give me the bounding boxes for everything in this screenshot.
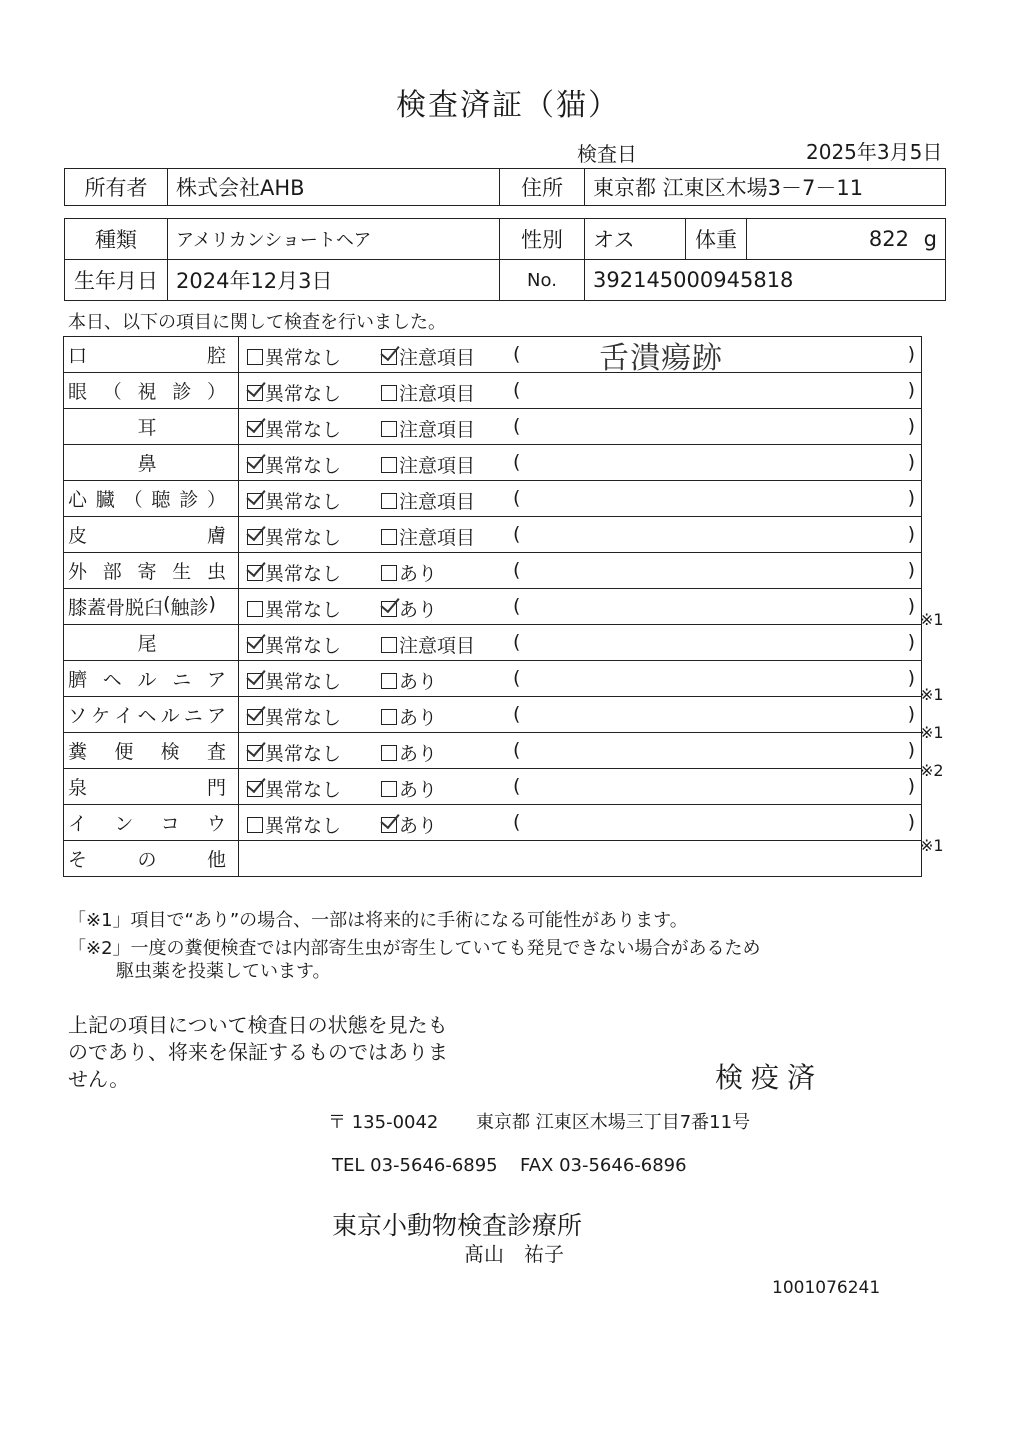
option-normal[interactable] xyxy=(247,775,341,802)
birthdate-value: 2024年12月3日 xyxy=(168,260,500,301)
paren-close: ) xyxy=(907,487,915,509)
inspection-date-label: 検査日 xyxy=(577,142,637,166)
check-item-label: 臍 ヘ ル ニ ア xyxy=(64,661,239,697)
checkbox[interactable] xyxy=(381,493,397,509)
check-options xyxy=(239,481,922,517)
option-label: 異常なし xyxy=(265,347,342,369)
paren-open: ( xyxy=(513,343,521,365)
check-options xyxy=(239,661,922,697)
option-normal[interactable] xyxy=(247,343,341,370)
paren-open: ( xyxy=(513,631,521,653)
check-options xyxy=(239,337,922,376)
option-normal[interactable] xyxy=(247,595,341,622)
check-item-label: 外 部 寄 生 虫 xyxy=(64,553,239,589)
check-item-label: イ ン コ ウ xyxy=(64,805,239,841)
option-label: あり xyxy=(399,779,438,801)
checked-checkbox[interactable] xyxy=(381,349,397,365)
paren-open: ( xyxy=(513,595,521,617)
paren-open: ( xyxy=(513,703,521,725)
paren-close: ) xyxy=(907,703,915,725)
option-attention[interactable] xyxy=(381,379,475,406)
paren-open: ( xyxy=(513,667,521,689)
number-label: No. xyxy=(500,260,585,301)
check-options xyxy=(239,697,922,733)
paren-open: ( xyxy=(513,451,521,473)
checked-checkbox[interactable] xyxy=(381,601,397,617)
check-options xyxy=(239,553,922,589)
check-row xyxy=(64,733,922,769)
option-label: 異常なし xyxy=(265,527,342,549)
check-row xyxy=(64,625,922,661)
checked-checkbox[interactable] xyxy=(247,493,263,509)
option-normal[interactable] xyxy=(247,379,341,406)
option-label: 異常なし xyxy=(265,743,342,765)
paren-open: ( xyxy=(513,487,521,509)
handwritten-note: 舌潰瘍跡 xyxy=(599,341,723,376)
check-row xyxy=(64,589,922,625)
paren-close: ) xyxy=(907,415,915,437)
checked-checkbox[interactable] xyxy=(247,529,263,545)
option-label: 異常なし xyxy=(265,635,342,657)
checked-checkbox[interactable] xyxy=(247,385,263,401)
option-attention[interactable] xyxy=(381,523,475,550)
checkbox[interactable] xyxy=(381,637,397,653)
checked-checkbox[interactable] xyxy=(247,673,263,689)
option-label: 異常なし xyxy=(265,383,342,405)
option-label: 異常なし xyxy=(265,779,342,801)
paren-close: ) xyxy=(907,451,915,473)
check-options xyxy=(239,589,922,625)
paren-close: ) xyxy=(907,343,915,365)
option-attention[interactable] xyxy=(381,667,437,694)
check-item-label: 泉 門 xyxy=(64,769,239,805)
option-normal[interactable] xyxy=(247,631,341,658)
number-value: 392145000945818 xyxy=(585,260,946,301)
owner-value: 株式会社AHB xyxy=(168,169,500,206)
option-label: 注意項目 xyxy=(399,491,476,513)
check-row xyxy=(64,805,922,841)
option-normal[interactable] xyxy=(247,739,341,766)
paren-open: ( xyxy=(513,415,521,437)
paren-open: ( xyxy=(513,739,521,761)
paren-close: ) xyxy=(907,559,915,581)
option-normal[interactable] xyxy=(247,667,341,694)
checkbox[interactable] xyxy=(247,349,263,365)
option-normal[interactable] xyxy=(247,487,341,514)
sex-value: オス xyxy=(585,219,686,260)
option-attention[interactable] xyxy=(381,487,475,514)
check-row xyxy=(64,409,922,445)
option-label: 異常なし xyxy=(265,815,342,837)
option-label: あり xyxy=(399,743,438,765)
check-row xyxy=(64,373,922,409)
option-normal[interactable] xyxy=(247,451,341,478)
check-row xyxy=(64,337,922,373)
checkbox[interactable] xyxy=(381,457,397,473)
check-options xyxy=(239,805,922,841)
footnote-1: 「※1」項目で“あり”の場合、一部は将来的に手術になる可能性があります。 xyxy=(68,910,688,931)
check-item-label: 尾 xyxy=(64,625,239,661)
check-row xyxy=(64,481,922,517)
option-label: あり xyxy=(399,671,438,693)
footnote-marker: ※1 xyxy=(920,723,944,742)
paren-open: ( xyxy=(513,523,521,545)
check-row xyxy=(64,661,922,697)
option-normal[interactable] xyxy=(247,523,341,550)
breed-label: 種類 xyxy=(65,219,168,260)
doctor-name: 髙山 祐子 xyxy=(464,1242,564,1266)
option-label: あり xyxy=(399,815,438,837)
checked-checkbox[interactable] xyxy=(247,457,263,473)
footnote-2: 「※2」一度の糞便検査では内部寄生虫が寄生していても発見できない場合があるため xyxy=(68,938,761,959)
checkbox[interactable] xyxy=(381,565,397,581)
check-options xyxy=(239,373,922,409)
check-options xyxy=(239,625,922,661)
option-attention[interactable] xyxy=(381,343,475,370)
paren-close: ) xyxy=(907,595,915,617)
paren-close: ) xyxy=(907,631,915,653)
option-attention[interactable] xyxy=(381,703,437,730)
option-label: あり xyxy=(399,599,438,621)
option-label: あり xyxy=(399,707,438,729)
option-label: 注意項目 xyxy=(399,455,476,477)
option-label: 異常なし xyxy=(265,455,342,477)
check-item-label: 眼 （ 視 診 ） xyxy=(64,373,239,409)
checkbox[interactable] xyxy=(247,601,263,617)
other-value[interactable] xyxy=(239,841,922,877)
check-item-label: 糞 便 検 査 xyxy=(64,733,239,769)
check-item-label: 皮 膚 xyxy=(64,517,239,553)
option-label: 注意項目 xyxy=(399,419,476,441)
footnote-marker: ※2 xyxy=(920,760,944,780)
check-options xyxy=(239,769,922,805)
sex-label: 性別 xyxy=(500,219,585,260)
paren-close: ) xyxy=(907,739,915,761)
check-item-label: 耳 xyxy=(64,409,239,445)
weight-value: 822 xyxy=(868,227,909,251)
checkbox[interactable] xyxy=(247,817,263,833)
footnote-marker: ※1 xyxy=(920,685,944,705)
breed-value: アメリカンショートヘア xyxy=(168,219,500,260)
paren-close: ) xyxy=(907,775,915,797)
option-label: 異常なし xyxy=(265,563,342,585)
intro-text: 本日、以下の項目に関して検査を行いました。 xyxy=(68,312,446,333)
checkbox[interactable] xyxy=(381,529,397,545)
option-attention[interactable] xyxy=(381,775,437,802)
option-attention[interactable] xyxy=(381,451,475,478)
option-attention[interactable] xyxy=(381,595,437,622)
address-label: 住所 xyxy=(500,169,585,206)
birthdate-label: 生年月日 xyxy=(65,260,168,301)
weight-unit: g xyxy=(923,227,937,251)
check-item-label: 口 腔 xyxy=(64,337,239,373)
paren-open: ( xyxy=(513,379,521,401)
option-label: あり xyxy=(399,563,438,585)
check-item-label: 鼻 xyxy=(64,445,239,481)
checkbox[interactable] xyxy=(381,709,397,725)
checked-checkbox[interactable] xyxy=(247,781,263,797)
checked-checkbox[interactable] xyxy=(247,745,263,761)
clinic-address: 東京都 江東区木場三丁目7番11号 xyxy=(476,1112,751,1133)
option-attention[interactable] xyxy=(381,631,475,658)
postal-code: 〒 135-0042 xyxy=(328,1112,439,1133)
other-row xyxy=(64,841,922,877)
checkbox[interactable] xyxy=(381,385,397,401)
option-label: 注意項目 xyxy=(399,635,476,657)
other-label: そ の 他 xyxy=(64,841,239,877)
check-item-label: 膝 蓋 骨 脱 臼 ( 触 診 ) xyxy=(64,589,239,625)
weight-cell xyxy=(747,219,946,260)
quarantine-stamp: 検疫済 xyxy=(715,1061,824,1094)
option-attention[interactable] xyxy=(381,811,437,838)
checkbox[interactable] xyxy=(381,421,397,437)
option-attention[interactable] xyxy=(381,415,475,442)
paren-close: ) xyxy=(907,523,915,545)
pet-info-table xyxy=(64,218,946,301)
clinic-fax: FAX 03-5646-6896 xyxy=(520,1155,687,1176)
check-options xyxy=(239,733,922,769)
option-label: 注意項目 xyxy=(399,527,476,549)
option-attention[interactable] xyxy=(381,739,437,766)
check-item-label: 心 臓 （ 聴 診 ） xyxy=(64,481,239,517)
checkbox[interactable] xyxy=(381,781,397,797)
footnote-3: 駆虫薬を投薬しています。 xyxy=(116,961,331,982)
weight-label: 体重 xyxy=(686,219,747,260)
paren-open: ( xyxy=(513,559,521,581)
footnote-marker: ※1 xyxy=(920,836,944,856)
option-label: 異常なし xyxy=(265,599,342,621)
paren-close: ) xyxy=(907,379,915,401)
checks-table xyxy=(63,336,922,877)
inspection-date: 2025年3月5日 xyxy=(806,140,943,164)
check-item-label: ソ ケ イ ヘ ル ニ ア xyxy=(64,697,239,733)
option-normal[interactable] xyxy=(247,703,341,730)
check-row xyxy=(64,517,922,553)
paren-open: ( xyxy=(513,811,521,833)
option-normal[interactable] xyxy=(247,559,341,586)
footnote-marker: ※1 xyxy=(920,609,944,629)
clinic-tel: TEL 03-5646-6895 xyxy=(332,1155,498,1176)
option-label: 注意項目 xyxy=(399,383,476,405)
checked-checkbox[interactable] xyxy=(247,421,263,437)
option-attention[interactable] xyxy=(381,559,437,586)
checked-checkbox[interactable] xyxy=(381,817,397,833)
option-label: 異常なし xyxy=(265,491,342,513)
option-label: 異常なし xyxy=(265,707,342,729)
address-value: 東京都 江東区木場3－7－11 xyxy=(585,169,946,206)
check-row xyxy=(64,769,922,805)
checked-checkbox[interactable] xyxy=(247,709,263,725)
checkbox[interactable] xyxy=(381,745,397,761)
check-options xyxy=(239,517,922,553)
checked-checkbox[interactable] xyxy=(247,637,263,653)
owner-table xyxy=(64,168,946,206)
option-label: 注意項目 xyxy=(399,347,476,369)
document-id: 1001076241 xyxy=(772,1278,881,1298)
check-row xyxy=(64,553,922,589)
paren-close: ) xyxy=(907,667,915,689)
option-normal[interactable] xyxy=(247,415,341,442)
document-title: 検査済証（猫） xyxy=(396,88,620,123)
check-options xyxy=(239,445,922,481)
owner-label: 所有者 xyxy=(65,169,168,206)
check-options xyxy=(239,409,922,445)
check-row xyxy=(64,697,922,733)
checked-checkbox[interactable] xyxy=(247,565,263,581)
paren-open: ( xyxy=(513,775,521,797)
paren-close: ) xyxy=(907,811,915,833)
check-row xyxy=(64,445,922,481)
clinic-name: 東京小動物検査診療所 xyxy=(332,1211,583,1240)
disclaimer-statement: 上記の項目について検査日の状態を見たものであり、将来を保証するものではありません。 xyxy=(68,1013,448,1091)
option-normal[interactable] xyxy=(247,811,341,838)
option-label: 異常なし xyxy=(265,671,342,693)
checkbox[interactable] xyxy=(381,673,397,689)
option-label: 異常なし xyxy=(265,419,342,441)
